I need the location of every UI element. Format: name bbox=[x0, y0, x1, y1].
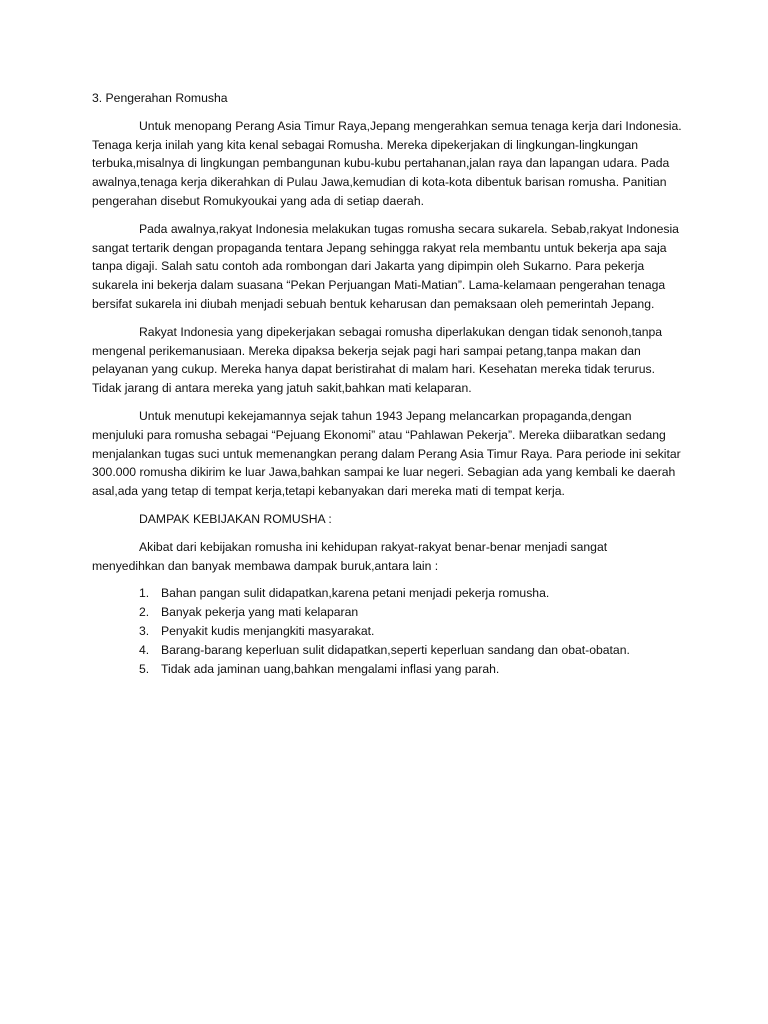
list-item-text: Penyakit kudis menjangkiti masyarakat. bbox=[161, 623, 375, 638]
paragraph-4: Untuk menutupi kekejamannya sejak tahun 1943 Jepang melancarkan propaganda,dengan menjuluki para romusha sebagai “Pejuang Ekonomi” atau “Pahlawan Pekerja”. Mereka diibaratkan sedang menjalankan tugas suci untuk memenangkan perang dalam Perang Asia Timur Raya. Para periode ini sekitar 300.000 romusha dikirim ke luar Jawa,bahkan sampai ke luar negeri. Sebagian ada yang kembali ke daerah asal,ada yang tetap di tempat kerja,tetapi kebanyakan dari mereka mati di tempat kerja. bbox=[92, 408, 681, 499]
list-item-text: Banyak pekerja yang mati kelaparan bbox=[161, 605, 359, 620]
document-page bbox=[92, 89, 682, 678]
list-item bbox=[92, 660, 682, 679]
list-item-text: Barang-barang keperluan sulit didapatkan,seperti keperluan sandang dan obat-obatan. bbox=[161, 642, 630, 657]
paragraph-2: Pada awalnya,rakyat Indonesia melakukan tugas romusha secara sukarela. Sebab,rakyat Indonesia sangat tertarik dengan propaganda tentara Jepang sehingga rakyat rela membantu untuk bekerja apa saja tanpa digaji. Salah satu contoh ada rombongan dari Jakarta yang dipimpin oleh Sukarno. Para pekerja sukarela ini bekerja dalam suasana “Pekan Perjuangan Mati-Matian”. Lama-kelamaan pengerahan tenaga bersifat sukarela ini diubah menjadi sebuah bentuk keharusan dan pemaksaan oleh pemerintah Jepang. bbox=[92, 221, 679, 311]
list-item-number: 3. bbox=[139, 623, 150, 638]
paragraph-3: Rakyat Indonesia yang dipekerjakan sebagai romusha diperlakukan dengan tidak senonoh,tanpa mengenal perikemanusiaan. Mereka dipaksa bekerja sejak pagi hari sampai petang,tanpa makan dan pelayanan yang cukup. Mereka hanya dapat beristirahat di malam hari. Kesehatan mereka tidak terurus. Tidak jarang di antara mereka yang jatuh sakit,bahkan mati kelaparan. bbox=[92, 324, 663, 396]
list-item bbox=[92, 603, 682, 622]
list-item-number: 2. bbox=[139, 605, 150, 620]
list-item bbox=[92, 622, 682, 641]
list-item bbox=[92, 641, 682, 660]
paragraph-1: Untuk menopang Perang Asia Timur Raya,Jepang mengerahkan semua tenaga kerja dari Indonesia. Tenaga kerja inilah yang kita kenal sebagai Romusha. Mereka dipekerjakan di lingkungan-lingkungan terbuka,misalnya di lingkungan pembangunan kubu-kubu pertahanan,jalan raya dan lapangan udara. Pada awalnya,tenaga kerja dikerahkan di Pulau Jawa,kemudian di kota-kota dibentuk barisan romusha. Panitian pengerahan disebut Romukyoukai yang ada di setiap daerah. bbox=[92, 118, 682, 208]
section-heading: 3. Pengerahan Romusha bbox=[92, 91, 228, 105]
list-item-number: 4. bbox=[139, 642, 150, 657]
list-item bbox=[92, 584, 682, 603]
numbered-list bbox=[92, 584, 682, 678]
list-item-number: 1. bbox=[139, 586, 150, 601]
intro-paragraph: Akibat dari kebijakan romusha ini kehidupan rakyat-rakyat benar-benar menjadi sangat menyedihkan dan banyak membawa dampak buruk,antara lain : bbox=[92, 539, 608, 573]
list-item-text: Tidak ada jaminan uang,bahkan mengalami inflasi yang parah. bbox=[161, 661, 500, 676]
list-item-text: Bahan pangan sulit didapatkan,karena petani menjadi pekerja romusha. bbox=[161, 586, 550, 601]
subheading-dampak: DAMPAK KEBIJAKAN ROMUSHA : bbox=[139, 511, 332, 526]
list-item-number: 5. bbox=[139, 661, 150, 676]
